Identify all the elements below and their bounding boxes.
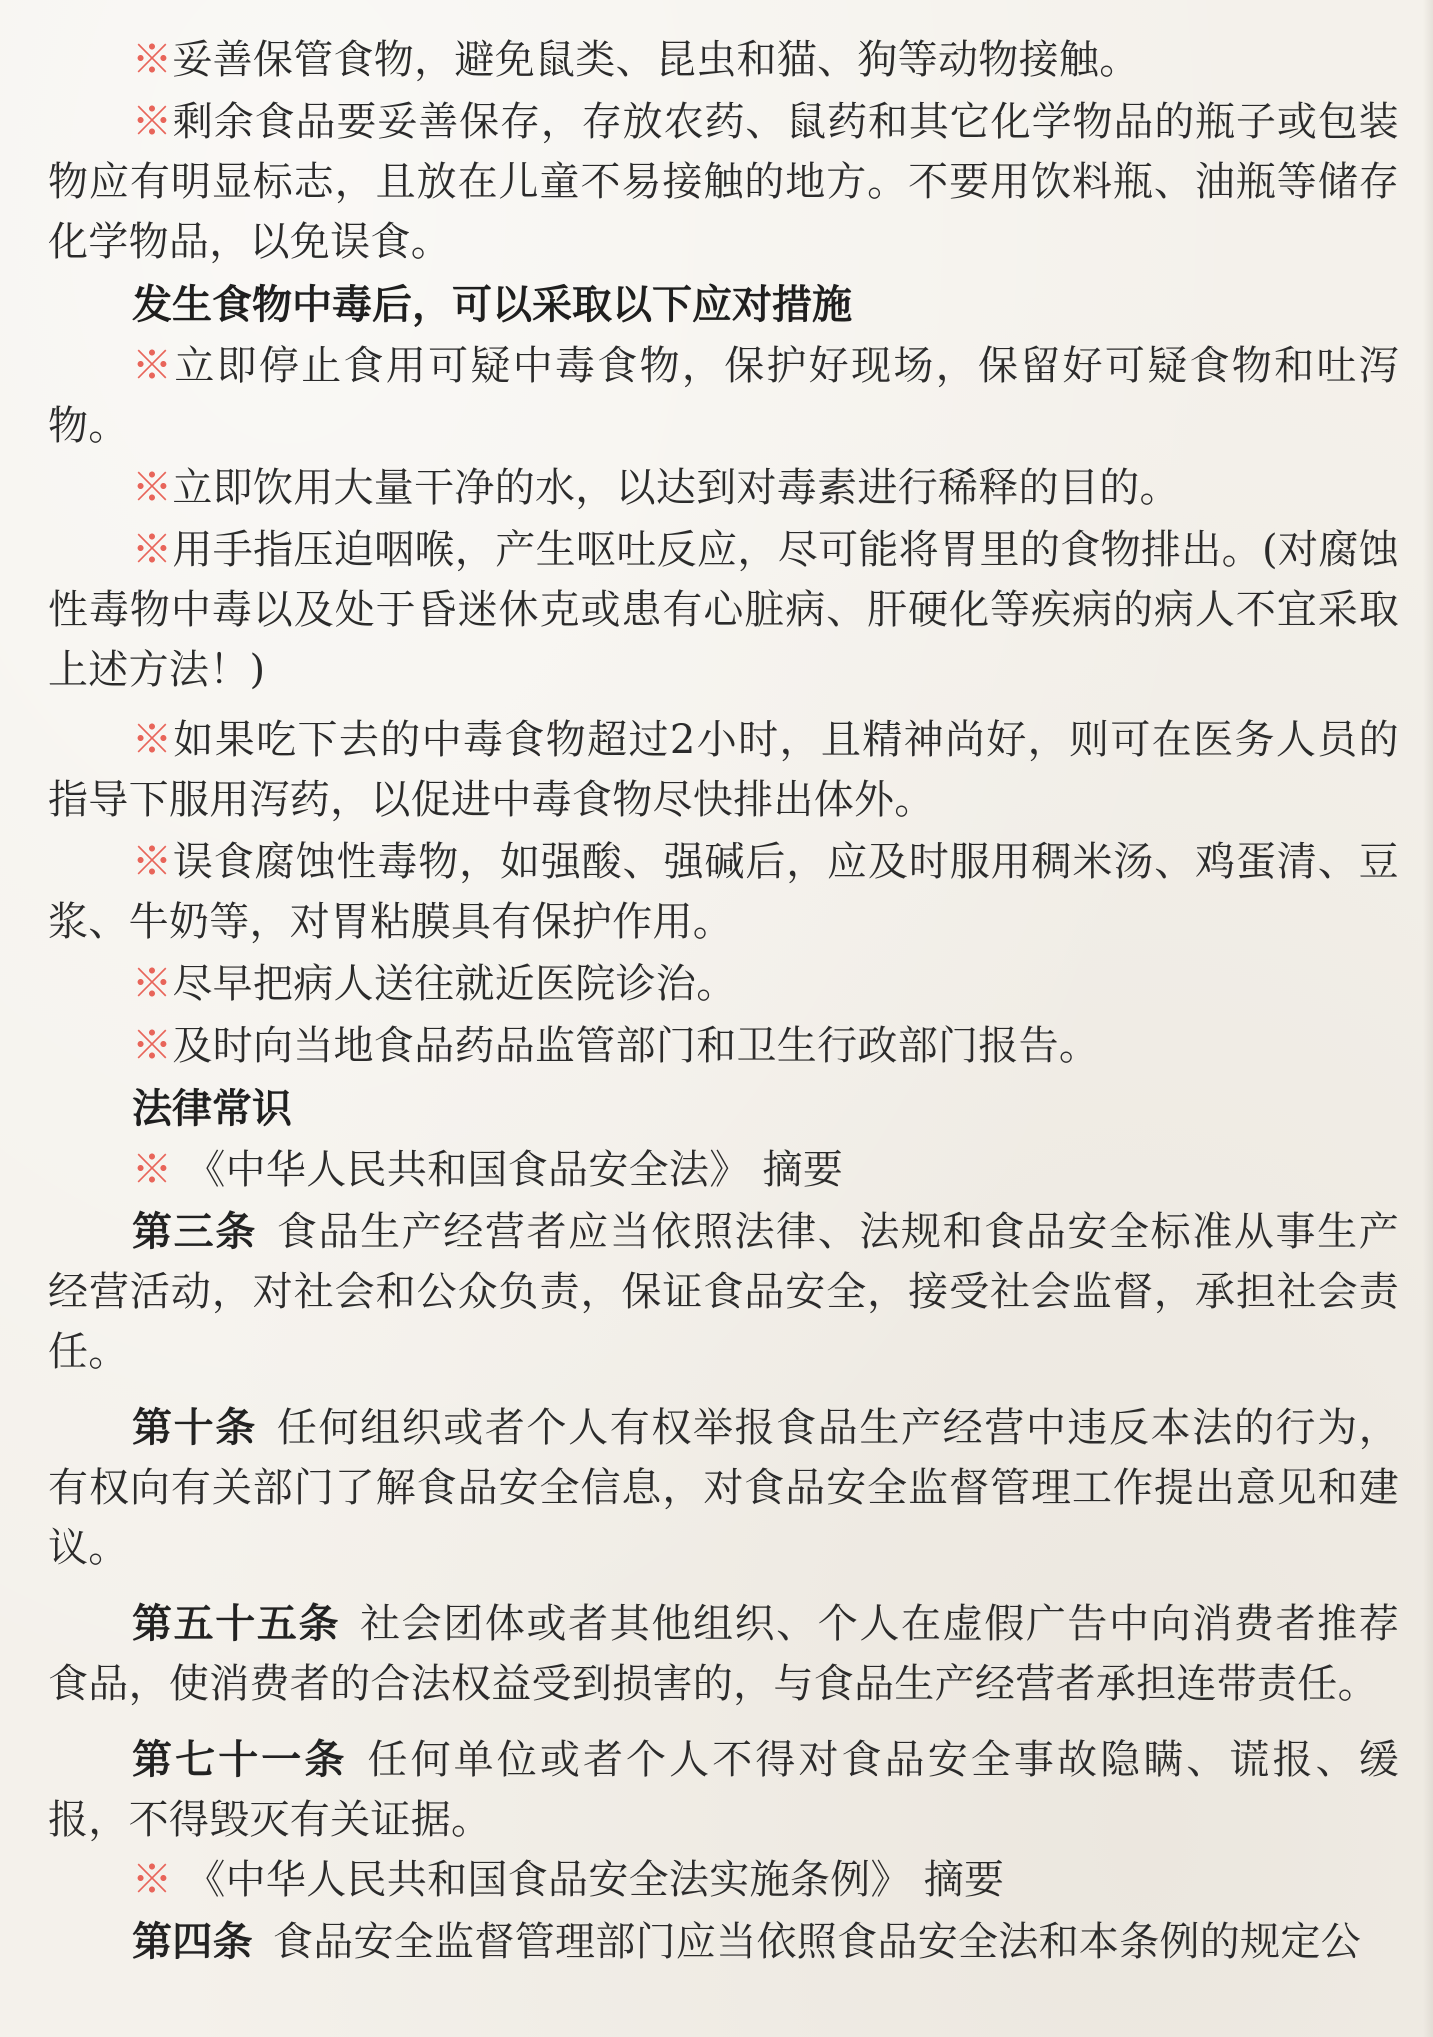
paragraph-text: 及时向当地食品药品监管部门和卫生行政部门报告。 [172,1023,1100,1069]
bullet-paragraph [48,336,1399,456]
bullet-paragraph [48,954,1399,1014]
article-label: 第三条 [132,1209,257,1255]
bullet-paragraph [48,710,1399,830]
paragraph-text: 食品生产经营者应当依照法律、法规和食品安全标准从事生产经营活动，对社会和公众负责，保证食品安全，接受社会监督，承担社会责任。 [48,1209,1399,1375]
bullet-paragraph [48,1140,1399,1200]
paragraph-text: 立即停止食用可疑中毒食物，保护好现场，保留好可疑食物和吐泻物。 [48,343,1399,449]
paragraph-text: 任何组织或者个人有权举报食品生产经营中违反本法的行为，有权向有关部门了解食品安全信息，对食品安全监督管理工作提出意见和建议。 [48,1405,1399,1571]
paragraph-text: 剩余食品要妥善保存，存放农药、鼠药和其它化学物品的瓶子或包装物应有明显标志，且放在儿童不易接触的地方。不要用饮料瓶、油瓶等储存化学物品，以免误食。 [48,99,1399,265]
bullet-paragraph [48,1016,1399,1076]
article-paragraph [48,1398,1399,1578]
bullet-paragraph [48,458,1399,518]
paragraph-text: 用手指压迫咽喉，产生呕吐反应，尽可能将胃里的食物排出。(对腐蚀性毒物中毒以及处于昏迷休克或患有心脏病、肝硬化等疾病的病人不宜采取上述方法！) [48,527,1399,693]
paragraph-text: 立即饮用大量干净的水，以达到对毒素进行稀释的目的。 [172,465,1180,511]
paragraph-text: 妥善保管食物，避免鼠类、昆虫和猫、狗等动物接触。 [172,37,1140,83]
article-paragraph [48,1594,1399,1714]
article-label: 第四条 [132,1919,253,1965]
reference-mark-icon: ※ [132,717,174,763]
reference-mark-icon: ※ [132,839,173,885]
article-label: 第五十五条 [132,1601,341,1647]
reference-mark-icon: ※ [132,99,173,145]
reference-mark-icon: ※ [132,1023,173,1069]
paragraph-text: 尽早把病人送往就近医院诊治。 [172,961,737,1007]
paragraph-text: 食品安全监督管理部门应当依照食品安全法和本条例的规定公 [272,1919,1362,1965]
article-label: 第十条 [132,1405,257,1451]
bullet-paragraph [48,1850,1399,1910]
section-heading: 法律常识 [132,1086,292,1132]
bullet-paragraph [48,30,1399,90]
reference-mark-icon: ※ [132,465,173,511]
page-edge-shadow [1423,0,1433,2037]
reference-mark-icon: ※ [132,527,173,573]
article-paragraph [48,1202,1399,1382]
article-paragraph [48,1912,1399,1972]
article-paragraph [48,1730,1399,1850]
paragraph-text: 任何单位或者个人不得对食品安全事故隐瞒、谎报、缓报，不得毁灭有关证据。 [48,1737,1399,1843]
paragraph-text: 误食腐蚀性毒物，如强酸、强碱后，应及时服用稠米汤、鸡蛋清、豆浆、牛奶等，对胃粘膜具有保护作用。 [48,839,1399,945]
reference-mark-icon: ※ [132,961,173,1007]
bullet-paragraph [48,92,1399,272]
section-heading: 发生食物中毒后，可以采取以下应对措施 [132,282,852,328]
reference-mark-icon: ※ [132,37,173,83]
paragraph-text: 《中华人民共和国食品安全法实施条例》 摘要 [172,1857,1005,1903]
bullet-paragraph [48,832,1399,952]
article-label: 第七十一条 [132,1737,348,1783]
reference-mark-icon: ※ [132,1147,173,1193]
reference-mark-icon: ※ [132,343,175,389]
paragraph-text: 《中华人民共和国食品安全法》 摘要 [172,1147,844,1193]
reference-mark-icon: ※ [132,1857,173,1903]
paragraph-text: 如果吃下去的中毒食物超过2小时，且精神尚好，则可在医务人员的指导下服用泻药，以促进中毒食物尽快排出体外。 [48,717,1399,823]
bullet-paragraph [48,520,1399,700]
paragraph-text: 社会团体或者其他组织、个人在虚假广告中向消费者推荐食品，使消费者的合法权益受到损害的，与食品生产经营者承担连带责任。 [48,1601,1400,1707]
